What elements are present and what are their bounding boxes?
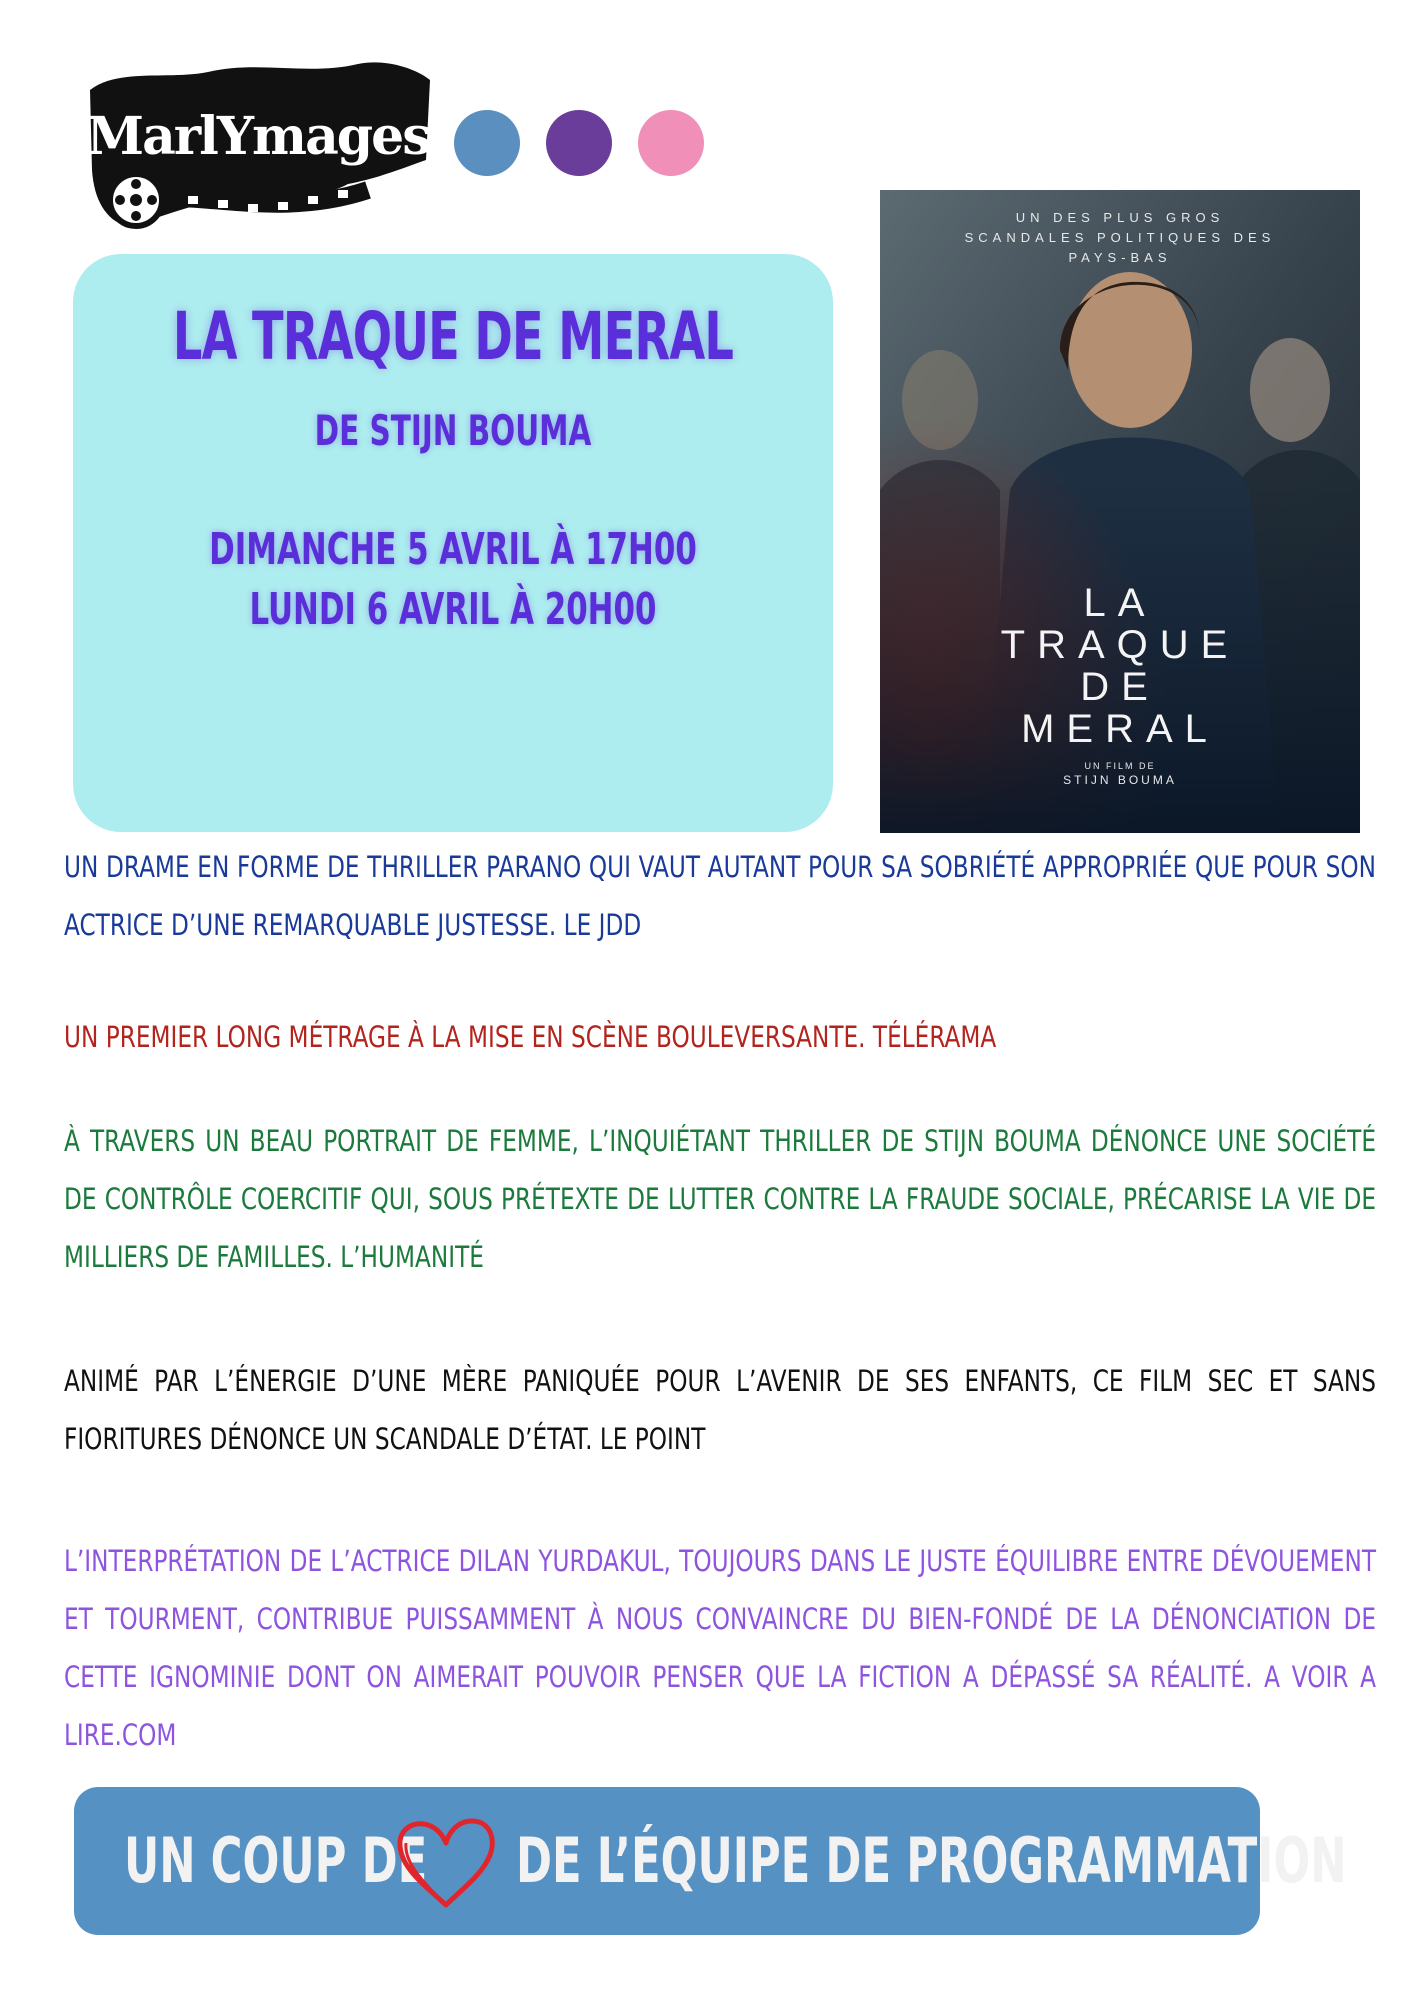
banner-text-left: UN COUP DE — [124, 1824, 428, 1897]
review-text: ANIMÉ PAR L’ÉNERGIE D’UNE MÈRE PANIQUÉE POUR L’AVENIR DE SES ENFANTS, CE FILM SEC ET SANS FIORITURES DÉNONCE UN SCANDALE D’ÉTAT. LE POINT — [64, 1364, 1376, 1456]
press-review — [64, 1352, 1376, 1468]
decorative-dot-purple — [546, 110, 612, 176]
press-review — [64, 1112, 1376, 1286]
marlymages-logo — [78, 50, 438, 235]
poster-title-line: DE — [1080, 665, 1160, 709]
review-text: L’INTERPRÉTATION DE L’ACTRICE DILAN YURDAKUL, TOUJOURS DANS LE JUSTE ÉQUILIBRE ENTRE DÉVOUEMENT ET TOURMENT, CONTRIBUE PUISSAMMENT À NOUS CONVAINCRE DU BIEN-FONDÉ DE LA DÉNONCIATION DE CETTE IGNOMINIE DONT ON AIMERAIT POUVOIR PENSER QUE LA FICTION A DÉPASSÉ SA RÉALITÉ. A VOIR A LIRE.COM — [64, 1544, 1376, 1752]
decorative-dot-pink — [638, 110, 704, 176]
press-review — [64, 838, 1376, 954]
decorative-dot-blue — [454, 110, 520, 176]
poster-title-line: LA — [1083, 581, 1157, 625]
banner-text-right: DE L’ÉQUIPE DE PROGRAMMATION — [516, 1824, 1347, 1897]
film-title: LA TRAQUE DE MERAL — [172, 298, 734, 375]
poster-tagline: UN DES PLUS GROS SCANDALES POLITIQUES DES PAYS-BAS — [964, 210, 1276, 265]
press-review — [64, 1008, 1376, 1066]
screening-info-card — [73, 254, 833, 832]
review-text: À TRAVERS UN BEAU PORTRAIT DE FEMME, L’INQUIÉTANT THRILLER DE STIJN BOUMA DÉNONCE UNE SOCIÉTÉ DE CONTRÔLE COERCITIF QUI, SOUS PRÉTEXTE DE LUTTER CONTRE LA FRAUDE SOCIALE, PRÉCARISE LA VIE DE MILLIERS DE FAMILLES. L’HUMANITÉ — [64, 1124, 1376, 1274]
coup-de-coeur-banner — [74, 1787, 1347, 1935]
press-review — [64, 1532, 1376, 1764]
poster-title-line: MERAL — [1021, 707, 1219, 751]
poster-title — [880, 582, 1360, 750]
film-poster — [880, 190, 1360, 833]
poster-title-line: TRAQUE — [1000, 623, 1240, 667]
svg-text:MarlYmages: MarlYmages — [86, 106, 430, 167]
review-text: UN PREMIER LONG MÉTRAGE À LA MISE EN SCÈNE BOULEVERSANTE. TÉLÉRAMA — [64, 1020, 997, 1054]
heart-icon — [392, 1813, 500, 1913]
poster-director: STIJN BOUMA — [1063, 773, 1177, 787]
showtime-2: LUNDI 6 AVRIL À 20H00 — [249, 584, 657, 635]
film-director: DE STIJN BOUMA — [314, 406, 592, 455]
showtime-1: DIMANCHE 5 AVRIL À 17H00 — [209, 524, 697, 575]
review-text: UN DRAME EN FORME DE THRILLER PARANO QUI VAUT AUTANT POUR SA SOBRIÉTÉ APPROPRIÉE QUE POUR SON ACTRICE D’UNE REMARQUABLE JUSTESSE. LE JDD — [64, 850, 1376, 942]
poster-film-by: UN FILM DE — [1084, 761, 1156, 771]
